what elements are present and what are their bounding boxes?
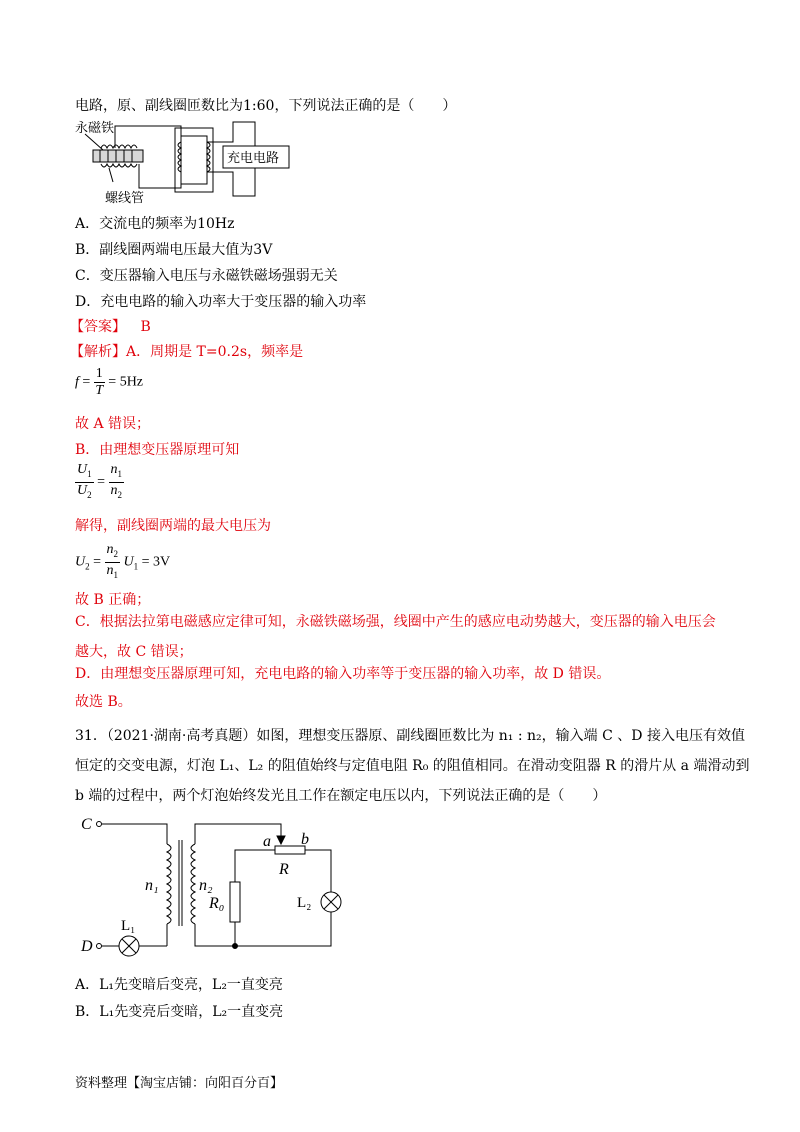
r0-label: R₀ (209, 895, 225, 912)
answer-value: B (140, 319, 151, 335)
c-explanation: C．根据法拉第电磁感应定律可知，永磁铁磁场强，线圈中产生的感应电动势越大，变压器的输入电压会越大，故 C 错误； (75, 614, 716, 660)
terminal-c-label: C (81, 816, 92, 833)
formula-ratio: $\frac{U_1}{U_2}$ = $\frac{n_1}{n_2}$ (77, 462, 123, 500)
formula-f-num: 1 (95, 366, 103, 381)
q31-line2: 恒定的交变电源，灯泡 L₁、L₂ 的阻值始终与定值电阻 R₀ 的阻值相同。在滑动变阻器 R 的滑片从 a 端滑动到 (75, 758, 750, 774)
q30-option-a: A．交流电的频率为10Hz (75, 216, 235, 232)
r-label: R (279, 861, 289, 878)
analysis-a: A．周期是 T=0.2s，频率是 (126, 344, 304, 360)
n1-label: n₁ (145, 877, 159, 894)
q31-line1: 31．（2021·湖南·高考真题）如图，理想变压器原、副线圈匝数比为 n₁ : n₂，输入端 C 、D 接入电压有效值 (75, 728, 745, 744)
q30-option-b: B．副线圈两端电压最大值为3V (75, 242, 273, 258)
analysis-tag: 【解析】 (70, 344, 126, 360)
q30-stem: 电路，原、副线圈匝数比为1:60，下列说法正确的是（ ） (75, 98, 457, 114)
solve-line: 解得，副线圈两端的最大电压为 (75, 518, 271, 534)
charging-circuit-label: 充电电路 (227, 151, 280, 166)
l2-label: L₂ (297, 895, 312, 911)
analysis-line (70, 342, 303, 362)
q31-option-a: A．L₁先变暗后变亮，L₂一直变亮 (75, 977, 283, 993)
q31-option-b: B．L₁先变亮后变暗，L₂一直变亮 (75, 1004, 284, 1020)
footer: 资料整理【淘宝店铺：向阳百分百】 (75, 1076, 284, 1091)
terminal-d-label: D (81, 938, 93, 955)
formula-f-fraction (94, 366, 105, 399)
q30-option-d: D．充电电路的输入功率大于变压器的输入功率 (75, 294, 367, 310)
solenoid-label: 螺线管 (105, 191, 145, 206)
b-label: b (301, 831, 309, 848)
b-right: 故 B 正确； (75, 592, 151, 608)
answer-line (70, 317, 151, 337)
q31-line3: b 端的过程中，两个灯泡始终发光且工作在额定电压以内，下列说法正确的是（ ） (75, 788, 607, 804)
formula-u2: $U_2$ = $\frac{n_2}{n_1}$ $U_1 = 3V$ (75, 542, 171, 580)
formula-u2-result: = 3V (141, 554, 171, 570)
formula-frequency: f = $\frac{1}{T}$ = 5Hz (75, 366, 144, 398)
q30-figure (75, 118, 335, 210)
n2-label: n₂ (199, 877, 213, 894)
conclusion: 故选 B。 (75, 694, 132, 710)
d-explanation: D．由理想变压器原理可知，充电电路的输入功率等于变压器的输入功率，故 D 错误。 (75, 666, 611, 682)
q30-option-c: C．变压器输入电压与永磁铁磁场强弱无关 (75, 268, 338, 284)
answer-tag: 【答案】 (70, 319, 126, 335)
formula-f-den: T (95, 383, 104, 398)
formula-f-result: = 5Hz (108, 374, 144, 390)
formula-f-symbol: f (75, 374, 79, 390)
q31-figure (75, 808, 355, 958)
a-label: a (263, 833, 271, 850)
l1-label: L₁ (121, 918, 136, 934)
magnet-label: 永磁铁 (75, 121, 115, 136)
a-wrong: 故 A 错误； (75, 416, 151, 432)
b-intro: B．由理想变压器原理可知 (75, 442, 240, 458)
